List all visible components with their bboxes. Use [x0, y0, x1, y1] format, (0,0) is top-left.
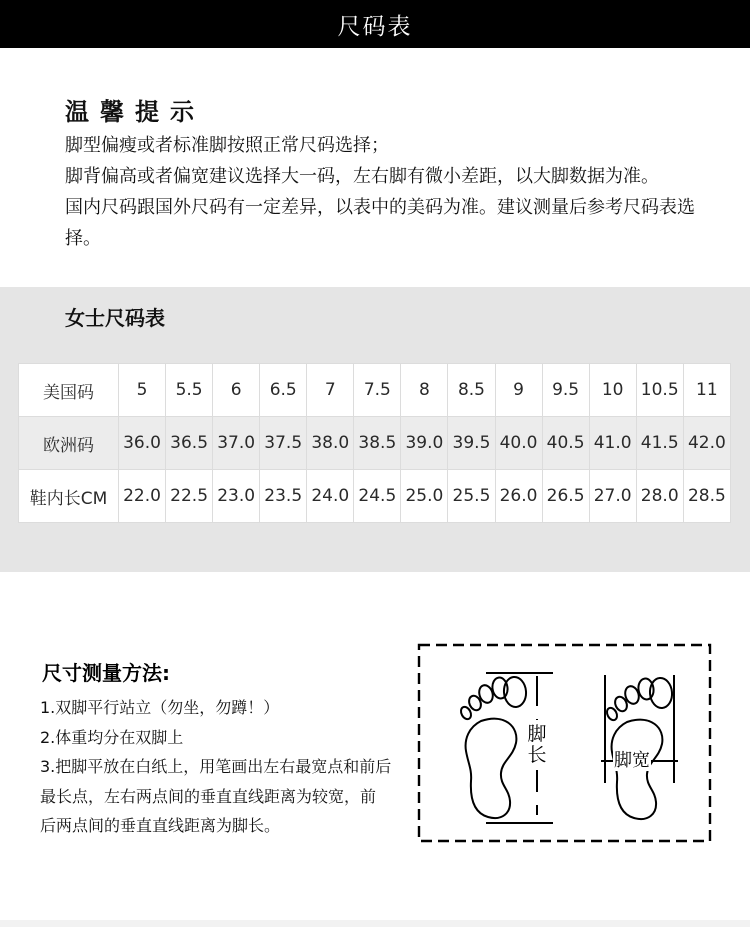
table-cell: 40.5 [542, 417, 589, 470]
table-cell: 36.5 [166, 417, 213, 470]
table-cell: 41.0 [589, 417, 636, 470]
measure-method-title: 尺寸测量方法: [42, 661, 170, 685]
page-title: 尺码表 [337, 13, 413, 40]
row-label-eu-size: 欧洲码 [19, 417, 119, 470]
table-cell: 25.5 [448, 470, 495, 523]
dashed-border [419, 645, 710, 841]
table-cell: 9.5 [542, 364, 589, 417]
table-cell: 41.5 [636, 417, 683, 470]
table-cell: 23.0 [213, 470, 260, 523]
table-cell: 40.0 [495, 417, 542, 470]
table-cell: 10 [589, 364, 636, 417]
table-cell: 8 [401, 364, 448, 417]
tips-line: 脚背偏高或者偏宽建议选择大一码，左右脚有微小差距，以大脚数据为准。 [65, 166, 659, 187]
measure-step-line: 后两点间的垂直直线距离为脚长。 [40, 816, 281, 835]
table-cell: 39.0 [401, 417, 448, 470]
foot-length-figure [459, 673, 553, 823]
table-cell: 6.5 [260, 364, 307, 417]
row-label-us-size: 美国码 [19, 364, 119, 417]
table-cell: 24.0 [307, 470, 354, 523]
table-cell: 42.0 [683, 417, 730, 470]
table-cell: 10.5 [636, 364, 683, 417]
foot-width-figure [601, 675, 678, 819]
table-cell: 26.5 [542, 470, 589, 523]
table-cell: 24.5 [354, 470, 401, 523]
table-cell: 6 [213, 364, 260, 417]
measure-steps [40, 693, 425, 841]
footprint-right [605, 677, 673, 819]
measure-step-line: 2.体重均分在双脚上 [40, 727, 184, 747]
table-cell: 37.5 [260, 417, 307, 470]
table-cell: 23.5 [260, 470, 307, 523]
table-cell: 39.5 [448, 417, 495, 470]
measure-step-line: 3.把脚平放在白纸上，用笔画出左右最宽点和前后 [40, 757, 392, 776]
table-row-inner-length [19, 470, 731, 523]
footprint-left [459, 676, 527, 818]
header-bar [0, 0, 750, 48]
foot-width-label: 脚宽 [614, 750, 650, 771]
size-table-title: 女士尺码表 [65, 306, 165, 330]
table-cell: 22.0 [119, 470, 166, 523]
foot-diagram-svg [417, 643, 712, 843]
table-cell: 36.0 [119, 417, 166, 470]
table-cell: 27.0 [589, 470, 636, 523]
measure-step-line: 最长点，左右两点间的垂直直线距离为较宽，前 [40, 786, 377, 806]
table-cell: 37.0 [213, 417, 260, 470]
table-cell: 25.0 [401, 470, 448, 523]
table-cell: 38.5 [354, 417, 401, 470]
row-label-inner-length: 鞋内长CM [19, 470, 119, 523]
table-cell: 7.5 [354, 364, 401, 417]
tips-line: 国内尺码跟国外尺码有一定差异，以表中的美码为准。建议测量后参考尺码表选择。 [65, 197, 695, 249]
tips-text [65, 130, 725, 254]
next-section-edge [0, 920, 750, 927]
table-row-us-size [19, 364, 731, 417]
table-cell: 5 [119, 364, 166, 417]
foot-length-label: 脚长 [527, 723, 547, 766]
table-cell: 28.0 [636, 470, 683, 523]
table-cell: 22.5 [166, 470, 213, 523]
measure-step-line: 1.双脚平行站立（勿坐，勿蹲！） [40, 698, 280, 717]
table-cell: 26.0 [495, 470, 542, 523]
table-cell: 7 [307, 364, 354, 417]
tips-title: 温馨提示 [65, 98, 205, 126]
foot-measure-diagram [417, 643, 712, 843]
table-row-eu-size [19, 417, 731, 470]
table-cell: 9 [495, 364, 542, 417]
table-cell: 28.5 [683, 470, 730, 523]
size-table [18, 363, 731, 523]
table-cell: 8.5 [448, 364, 495, 417]
table-cell: 11 [683, 364, 730, 417]
table-cell: 38.0 [307, 417, 354, 470]
table-cell: 5.5 [166, 364, 213, 417]
tips-line: 脚型偏瘦或者标准脚按照正常尺码选择； [65, 135, 389, 156]
